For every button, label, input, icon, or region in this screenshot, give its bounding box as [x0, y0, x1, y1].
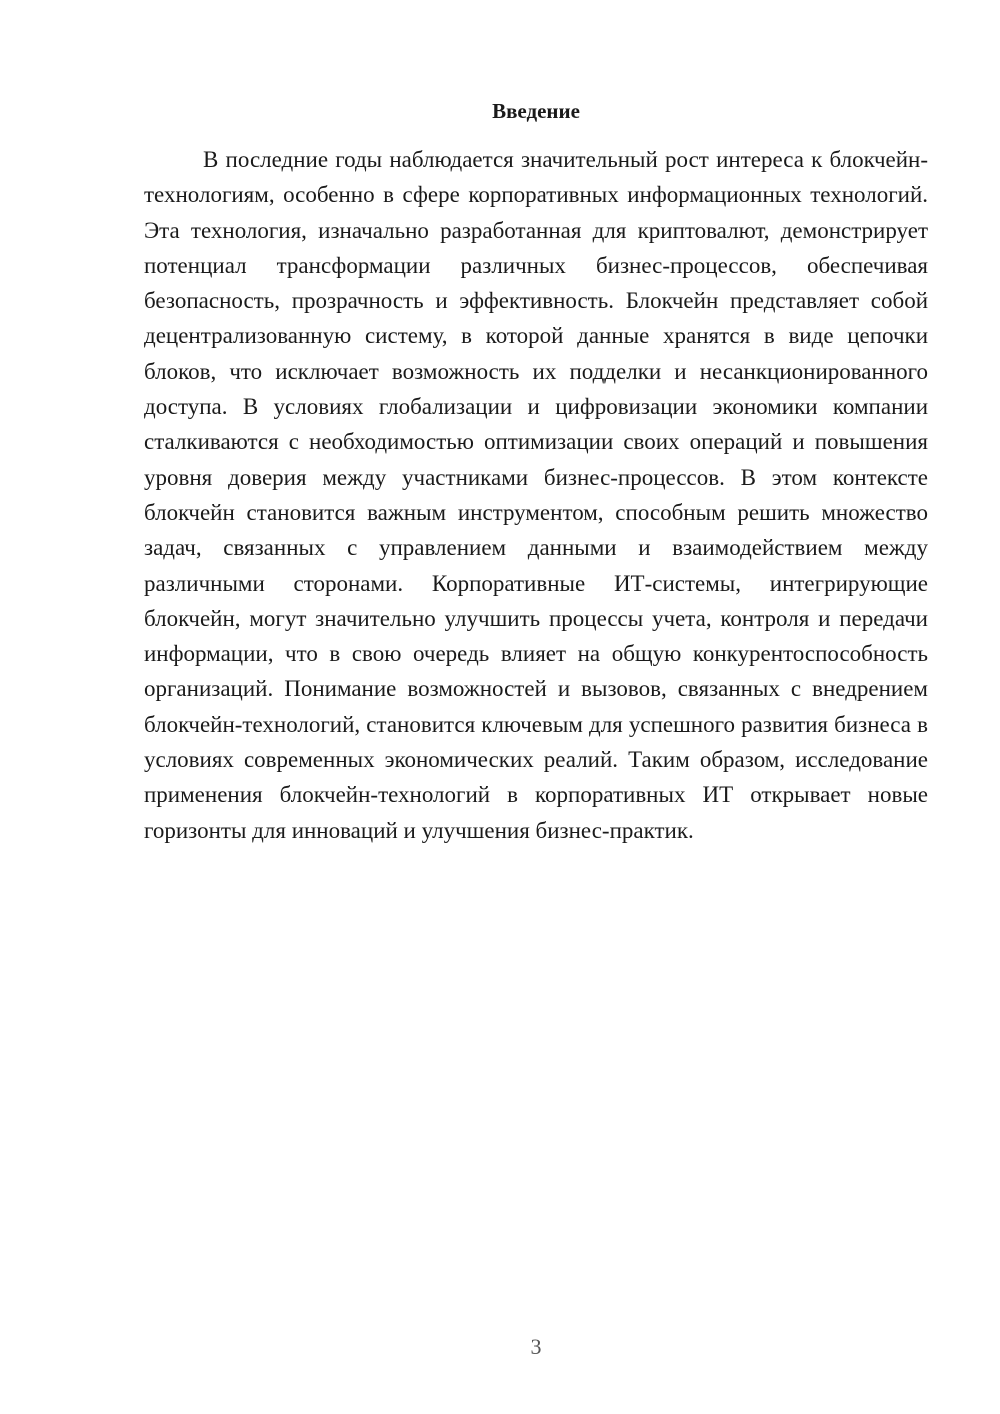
- page-number: 3: [530, 1334, 542, 1359]
- body-paragraph: В последние годы наблюдается значительный рост интереса к блокчейн-технологиям, особенно в сфере корпоративных информационных технологий. Эта технология, изначально разработанная для криптовалют, демонстрирует потенциал трансформации различных бизнес-процессов, обеспечивая безопасность, прозрачность и эффективность. Блокчейн представляет собой децентрализованную систему, в которой данные хранятся в виде цепочки блоков, что исключает возможность их подделки и несанкционированного доступа. В условиях глобализации и цифровизации экономики компании сталкиваются с необходимостью оптимизации своих операций и повышения уровня доверия между участниками бизнес-процессов. В этом контексте блокчейн становится важным инструментом, способным решить множество задач, связанных с управлением данными и взаимодействием между различными сторонами. Корпоративные ИТ-системы, интегрирующие блокчейн, могут значительно улучшить процессы учета, контроля и передачи информации, что в свою очередь влияет на общую конкурентоспособность организаций. Понимание возможностей и вызовов, связанных с внедрением блокчейн-технологий, становится ключевым для успешного развития бизнеса в условиях современных экономических реалий. Таким образом, исследование применения блокчейн-технологий в корпоративных ИТ открывает новые горизонты для инноваций и улучшения бизнес-практик.: [144, 147, 928, 843]
- section-heading: Введение: [492, 99, 580, 123]
